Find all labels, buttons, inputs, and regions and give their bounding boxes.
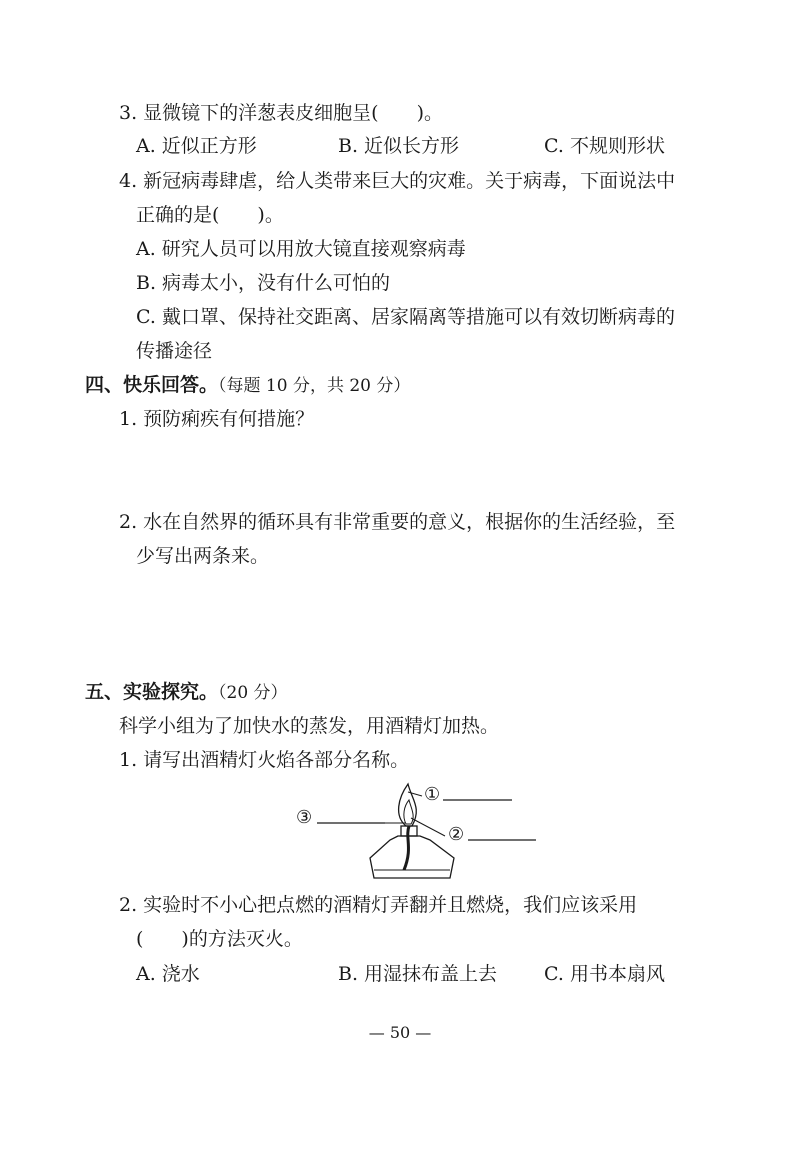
diagram-label-2: ② — [448, 824, 465, 845]
section-4-score: （每题 10 分，共 20 分） — [218, 376, 411, 396]
question-4-stem-line2: 正确的是( )。 — [136, 204, 284, 226]
s5-q2-option-c: C. 用书本扇风 — [544, 963, 665, 985]
lamp-wick — [404, 826, 409, 870]
flame-inner — [404, 800, 413, 824]
s5-q2-option-a: A. 浇水 — [136, 963, 200, 985]
s5-q2-option-b: B. 用湿抹布盖上去 — [338, 963, 498, 985]
page-number: — 50 — — [368, 1023, 432, 1042]
s5-question-2-line2: ( )的方法灭火。 — [136, 928, 303, 950]
section-4-header — [85, 376, 410, 395]
s5-question-2-line1: 2. 实验时不小心把点燃的酒精灯弄翻并且燃烧，我们应该采用 — [119, 894, 638, 916]
question-3-stem: 3. 显微镜下的洋葱表皮细胞呈( )。 — [119, 102, 443, 124]
section-4-heading: 四、快乐回答。 — [85, 374, 219, 396]
q3-option-c: C. 不规则形状 — [544, 135, 665, 157]
s4-question-1: 1. 预防痢疾有何措施？ — [119, 408, 315, 430]
s4-question-2-line1: 2. 水在自然界的循环具有非常重要的意义，根据你的生活经验，至 — [119, 511, 676, 533]
diagram-label-3: ③ — [296, 807, 313, 828]
leader-line-1 — [408, 792, 422, 796]
alcohol-lamp-diagram — [290, 778, 550, 888]
section-5-score: （20 分） — [218, 683, 288, 703]
question-4-stem-line1: 4. 新冠病毒肆虐，给人类带来巨大的灾难。关于病毒，下面说法中 — [119, 170, 676, 192]
q4-option-a: A. 研究人员可以用放大镜直接观察病毒 — [136, 238, 466, 260]
q4-option-c-line2: 传播途径 — [136, 340, 213, 362]
section-5-heading: 五、实验探究。 — [85, 681, 219, 703]
section-5-header — [85, 683, 288, 702]
s5-question-1: 1. 请写出酒精灯火焰各部分名称。 — [119, 749, 410, 771]
diagram-label-1: ① — [424, 784, 441, 805]
q4-option-b: B. 病毒太小，没有什么可怕的 — [136, 272, 391, 294]
q4-option-c-line1: C. 戴口罩、保持社交距离、居家隔离等措施可以有效切断病毒的 — [136, 306, 675, 328]
lamp-body — [370, 836, 454, 878]
q3-option-a: A. 近似正方形 — [136, 135, 257, 157]
leader-line-2 — [411, 818, 445, 836]
q3-option-b: B. 近似长方形 — [338, 135, 460, 157]
s5-intro: 科学小组为了加快水的蒸发，用酒精灯加热。 — [119, 715, 500, 737]
s4-question-2-line2: 少写出两条来。 — [136, 545, 270, 567]
